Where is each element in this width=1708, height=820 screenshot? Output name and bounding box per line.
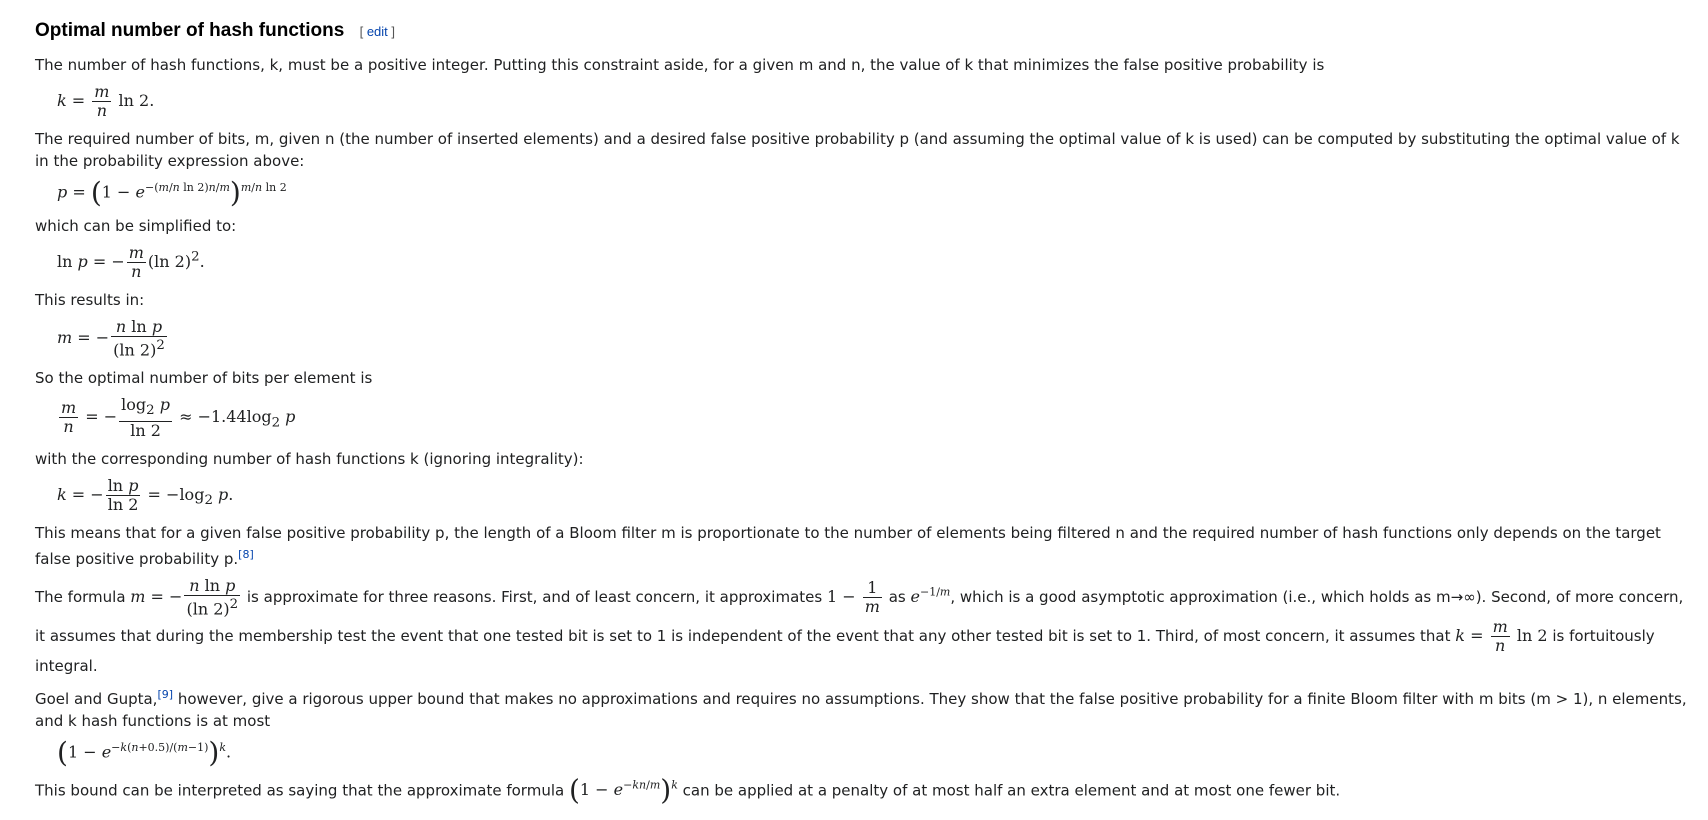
edit-link[interactable]: edit — [366, 24, 388, 39]
paragraph-3: which can be simplified to: — [35, 217, 237, 235]
paragraph-7-text: This means that for a given false positive probability p, the length of a Bloom filter m is proportionate to the number of elements being filtered n and the required number of hash functions only depends on the target false positive probability p. — [35, 523, 1661, 568]
paragraph-10 — [35, 775, 1688, 805]
citation-8-link[interactable]: [8] — [238, 547, 254, 561]
paragraph-9-text-b: however, give a rigorous upper bound that makes no approximations and requires no assumptions. They show that the false positive probability for a finite Bloom filter with m bits (m > 1), n elements, and k hash functions is at most — [35, 689, 1687, 730]
paragraph-8-text-a: The formula — [35, 587, 126, 606]
edit-link-wrapper: [ edit ] — [359, 24, 396, 39]
paragraph-4: This results in: — [35, 291, 145, 309]
formula-exp-inline: $e^{-1/m}$ — [910, 585, 951, 606]
paragraph-8-text-d: , which is a good asymptotic approximation (i.e., which holds as m→∞). Second, of more concern, it assumes that during the membership test the event that one tested bit is set to 1 is independent of the event that any other tested bit is set to 1. Third, of most concern, it assumes that — [35, 587, 1684, 645]
paragraph-9-text-a: Goel and Gupta, — [35, 689, 158, 708]
paragraph-2: The required number of bits, m, given n (the number of inserted elements) and a desired false positive probability p (and assuming the optimal value of k is used) can be computed by substituting the optimal value of k in the probability expression above: — [35, 130, 1680, 170]
paragraph-6: with the corresponding number of hash functions k (ignoring integrality): — [35, 449, 584, 468]
citation-8 — [238, 548, 254, 561]
paragraph-10-text-a: This bound can be interpreted as saying that the approximate formula — [35, 781, 565, 800]
paragraph-5: So the optimal number of bits per element is — [35, 369, 373, 388]
formula-p-substituted: $p = (1 - e^{-(m/n ln 2)n/m})^{m/n ln 2}$ — [57, 176, 287, 209]
formula-k-log: k = − $\frac{\text{ln p}}{\ln 2}$ = $-\log_2$ p. — [57, 475, 234, 514]
formula-upper-bound: $(1 - e^{-k(n+0.5)/(m-1)})^k$. — [57, 735, 232, 769]
paragraph-7 — [35, 522, 1688, 570]
formula-bits-per-element: $\frac{m}{n}$ = − $\frac{\log_2 p}{\ln 2}$ ≈ $-1.44\log_2$ p — [61, 395, 296, 440]
formula-k-inline: k = $\frac{m}{n}$ ln 2 — [1455, 616, 1548, 655]
paragraph-9 — [35, 684, 1688, 732]
paragraph-8-text-e: is fortuitously integral. — [35, 626, 1655, 675]
section-title: Optimal number of hash functions — [35, 20, 345, 41]
formula-m: m = − $\frac{\text{n ln p}}{(\ln 2)^2}$ — [57, 317, 165, 360]
paragraph-8-text-b: is approximate for three reasons. First, and of least concern, it approximates — [246, 587, 823, 606]
section-heading — [35, 18, 1688, 45]
formula-k-optimal: k = $\frac{m}{n}$ ln 2. — [57, 82, 155, 120]
formula-approx-inline: $(1 - e^{-kn/m})^k$ — [568, 773, 678, 807]
formula-ln-p: ln p = − $\frac{m}{n}$ (ln 2)$^2$. — [57, 243, 205, 281]
citation-9-link[interactable]: [9] — [157, 687, 174, 701]
paragraph-10-text-b: can be applied at a penalty of at most half an extra element and at most one fewer bit. — [682, 781, 1341, 800]
paragraph-1: The number of hash functions, k, must be a positive integer. Putting this constraint aside, for a given m and n, the value of k that minimizes the false positive probability is — [35, 56, 1325, 74]
citation-9 — [157, 688, 173, 701]
paragraph-8 — [35, 577, 1688, 677]
formula-one-minus-inline: 1 − $\frac{1}{m}$ — [827, 577, 880, 616]
paragraph-8-text-c: as — [888, 587, 906, 606]
formula-m-inline: m = − $\frac{\text{n ln p}}{(\ln 2)^2}$ — [130, 575, 239, 618]
